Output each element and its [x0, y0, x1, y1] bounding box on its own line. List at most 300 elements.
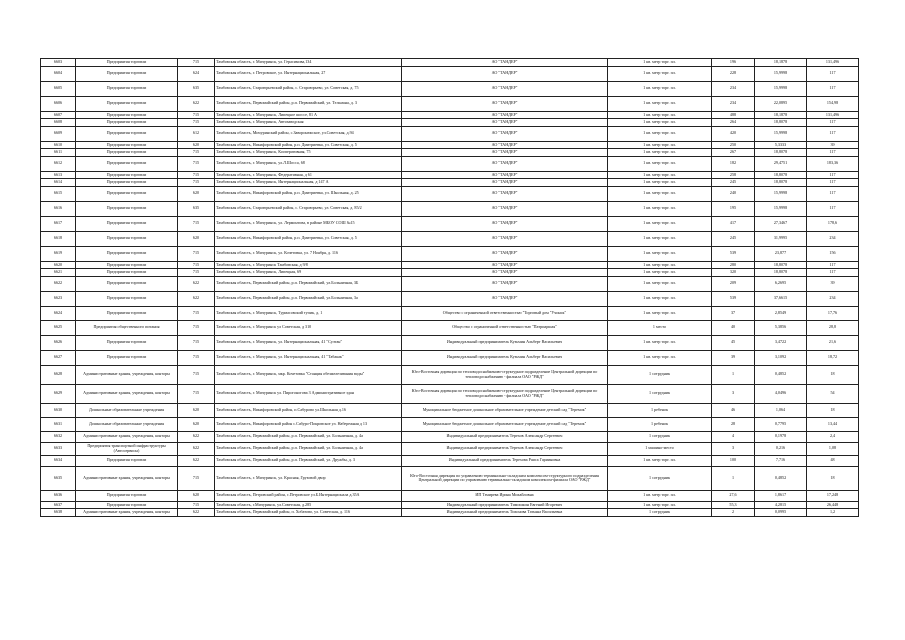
unit-quantity-cell: 100: [712, 455, 755, 466]
calculation-unit-cell: 1 сотрудник: [608, 466, 712, 490]
calculation-unit-cell: 1 место: [608, 320, 712, 335]
category-code-cell: 622: [178, 442, 215, 455]
table-row: [41, 291, 859, 306]
category-code-cell: 715: [178, 179, 215, 187]
norm-value-cell: 37,6615: [755, 291, 807, 306]
category-code-cell: 622: [178, 455, 215, 466]
object-category-cell: Административные здания, учреждения, конторы: [76, 509, 178, 517]
table-row: [41, 335, 859, 350]
category-code-cell: 715: [178, 269, 215, 277]
row-number-cell: 6631: [41, 417, 76, 431]
object-category-cell: Предприятия торговли: [76, 501, 178, 509]
owner-name-cell: Индивидуальный предприниматель Тимошкин Евгений Игоревич: [402, 501, 608, 509]
unit-quantity-cell: 234: [712, 81, 755, 96]
table-row: [41, 306, 859, 320]
row-number-cell: 6627: [41, 350, 76, 365]
row-number-cell: 6629: [41, 384, 76, 403]
owner-name-cell: АО "ТАНДЕР": [402, 231, 608, 246]
owner-name-cell: Общество с ограниченной ответственностью "Торговый дом "Учинск": [402, 306, 608, 320]
address-cell: Тамбовская область, Староюрьевский район, с. Староюрьево, ул. Советская, д. 75: [215, 81, 402, 96]
annual-total-cell: 117: [807, 261, 859, 269]
unit-quantity-cell: 45: [712, 335, 755, 350]
unit-quantity-cell: 245: [712, 231, 755, 246]
object-category-cell: Предприятия торговли: [76, 186, 178, 201]
unit-quantity-cell: 264: [712, 119, 755, 127]
table-row: [41, 269, 859, 277]
unit-quantity-cell: 280: [712, 261, 755, 269]
unit-quantity-cell: 234: [712, 96, 755, 111]
table-row: [41, 365, 859, 384]
calculation-unit-cell: 1 сотрудник: [608, 431, 712, 442]
row-number-cell: 6636: [41, 490, 76, 501]
object-category-cell: Административные здания, учреждения, конторы: [76, 365, 178, 384]
row-number-cell: 6620: [41, 261, 76, 269]
row-number-cell: 6615: [41, 186, 76, 201]
object-category-cell: Предприятия торговли: [76, 246, 178, 261]
unit-quantity-cell: 195: [712, 201, 755, 216]
category-code-cell: 715: [178, 119, 215, 127]
norm-value-cell: 15,9998: [755, 66, 807, 81]
category-code-cell: 715: [178, 171, 215, 179]
annual-total-cell: 131,496: [807, 59, 859, 67]
object-category-cell: Предприятия торговли: [76, 261, 178, 269]
owner-name-cell: Муниципальное бюджетное дошкольное образовательное учреждение детский сад "Теремок": [402, 403, 608, 417]
annual-total-cell: 39: [807, 276, 859, 291]
row-number-cell: 6637: [41, 501, 76, 509]
norm-value-cell: 18,1878: [755, 111, 807, 119]
norm-value-cell: 1,064: [755, 403, 807, 417]
address-cell: Тамбовская область, г. Мичуринск, Липецкая, 69: [215, 269, 402, 277]
address-cell: Тамбовская область, Никифоровский район, р.п. Дмитриевка, ул. Школьная, д. 25: [215, 186, 402, 201]
annual-total-cell: 18: [807, 403, 859, 417]
annual-total-cell: 21,6: [807, 335, 859, 350]
table-row: [41, 149, 859, 157]
category-code-cell: 715: [178, 466, 215, 490]
owner-name-cell: Индивидуальный предприниматель Кузьмин Альберт Васильевич: [402, 335, 608, 350]
annual-total-cell: 117: [807, 269, 859, 277]
object-category-cell: Предприятия торговли: [76, 81, 178, 96]
owner-name-cell: АО "ТАНДЕР": [402, 81, 608, 96]
row-number-cell: 6628: [41, 365, 76, 384]
category-code-cell: 715: [178, 149, 215, 157]
owner-name-cell: АО "ТАНДЕР": [402, 126, 608, 141]
calculation-unit-cell: 1 кв. метр торг. пл.: [608, 81, 712, 96]
annual-total-cell: 18: [807, 466, 859, 490]
row-number-cell: 6630: [41, 403, 76, 417]
calculation-unit-cell: 1 кв. метр торг. пл.: [608, 141, 712, 149]
annual-total-cell: 117: [807, 149, 859, 157]
annual-total-cell: 1,08: [807, 442, 859, 455]
norm-value-cell: 0,0995: [755, 509, 807, 517]
calculation-unit-cell: 1 кв. метр торг. пл.: [608, 179, 712, 187]
calculation-unit-cell: 1 кв. метр торг. пл.: [608, 501, 712, 509]
address-cell: Тамбовская область, г. Мичуринск ул Советская, д 310: [215, 320, 402, 335]
owner-name-cell: Юго-Восточная дирекция по тепловодоснабжению-структурное подразделение Центральной дирекции по тепловодоснабжению - филиала ОАО "РЖД": [402, 365, 608, 384]
category-code-cell: 715: [178, 306, 215, 320]
table-row: [41, 179, 859, 187]
row-number-cell: 6609: [41, 126, 76, 141]
table-row: [41, 276, 859, 291]
annual-total-cell: 39: [807, 141, 859, 149]
norm-value-cell: 18,8078: [755, 149, 807, 157]
row-number-cell: 6633: [41, 442, 76, 455]
row-number-cell: 6604: [41, 66, 76, 81]
calculation-unit-cell: 1 кв. метр торг. пл.: [608, 261, 712, 269]
calculation-unit-cell: 1 кв. метр торг. пл.: [608, 455, 712, 466]
calculation-unit-cell: 1 сотрудник: [608, 384, 712, 403]
calculation-unit-cell: 1 кв. метр торг. пл.: [608, 111, 712, 119]
row-number-cell: 6635: [41, 466, 76, 490]
row-number-cell: 6625: [41, 320, 76, 335]
category-code-cell: 612: [178, 126, 215, 141]
row-number-cell: 6624: [41, 306, 76, 320]
norm-value-cell: 0,216: [755, 442, 807, 455]
address-cell: Тамбовская область, Никифоровский район, р.п. Дмитриевка, ул. Советская, д. 5: [215, 141, 402, 149]
object-category-cell: Предприятия общественного питания: [76, 320, 178, 335]
calculation-unit-cell: 1 кв. метр торг. пл.: [608, 201, 712, 216]
category-code-cell: 620: [178, 231, 215, 246]
address-cell: Тамбовская область, Первомайский район, р.п. Первомайский, ул.Больничная, 3а: [215, 291, 402, 306]
address-cell: Тамбовская область, г. Мичуринск, ул. Лермонтова, в районе МБОУ СОШ №15: [215, 216, 402, 231]
annual-total-cell: 117: [807, 186, 859, 201]
owner-name-cell: Индивидуальный предприниматель Терехов Александр Сергеевич: [402, 442, 608, 455]
address-cell: Тамбовская область, г. Мичуринск, Турмасовский тупик, д. 1: [215, 306, 402, 320]
table-row: [41, 126, 859, 141]
category-code-cell: 622: [178, 96, 215, 111]
address-cell: Тамбовская область, Никифоровский район, р.п. Дмитриевка, ул. Советская, д. 5: [215, 231, 402, 246]
calculation-unit-cell: 1 сотрудник: [608, 509, 712, 517]
annual-total-cell: 17,76: [807, 306, 859, 320]
category-code-cell: 715: [178, 350, 215, 365]
address-cell: Тамбовская область, г. Мичуринск, ул. Кочетовка, ул. 7 Ноября, д. 116: [215, 246, 402, 261]
norm-value-cell: 1,8617: [755, 490, 807, 501]
owner-name-cell: Индивидуальный предприниматель Тихонова Татьяна Васильевна: [402, 509, 608, 517]
owner-name-cell: АО "ТАНДЕР": [402, 96, 608, 111]
owner-name-cell: АО "ТАНДЕР": [402, 261, 608, 269]
owner-name-cell: АО "ТАНДЕР": [402, 66, 608, 81]
object-category-cell: Административные здания, учреждения, конторы: [76, 384, 178, 403]
annual-total-cell: 54: [807, 384, 859, 403]
table-row: [41, 59, 859, 67]
row-number-cell: 6606: [41, 96, 76, 111]
calculation-unit-cell: 1 кв. метр торг. пл.: [608, 291, 712, 306]
unit-quantity-cell: 40: [712, 320, 755, 335]
calculation-unit-cell: 1 ребенок: [608, 417, 712, 431]
table-row: [41, 66, 859, 81]
owner-name-cell: Муниципальное бюджетное дошкольное образовательное учреждение детский сад "Теремок": [402, 417, 608, 431]
annual-total-cell: 1,2: [807, 509, 859, 517]
table-row: [41, 431, 859, 442]
calculation-unit-cell: 1 кв. метр торг. пл.: [608, 269, 712, 277]
owner-name-cell: АО "ТАНДЕР": [402, 149, 608, 157]
unit-quantity-cell: 39: [712, 350, 755, 365]
annual-total-cell: 18,72: [807, 350, 859, 365]
table-row: [41, 111, 859, 119]
table-row: [41, 509, 859, 517]
annual-total-cell: 117: [807, 81, 859, 96]
address-cell: Тамбовская область, г. Мичуринск, Интернациональная, д 147 А: [215, 179, 402, 187]
owner-name-cell: Индивидуальный предприниматель Терехов Александр Сергеевич: [402, 431, 608, 442]
norm-value-cell: 31,9995: [755, 231, 807, 246]
object-category-cell: Предприятия торговли: [76, 59, 178, 67]
unit-quantity-cell: 37: [712, 306, 755, 320]
unit-quantity-cell: 209: [712, 276, 755, 291]
row-number-cell: 6605: [41, 81, 76, 96]
category-code-cell: 715: [178, 365, 215, 384]
row-number-cell: 6638: [41, 509, 76, 517]
norm-value-cell: 23,877: [755, 246, 807, 261]
table-row: [41, 246, 859, 261]
address-cell: Тамбовская область, Первомайский район, р.п. Первомайский, ул.Больничная, 3Б: [215, 276, 402, 291]
table-row: [41, 96, 859, 111]
category-code-cell: 635: [178, 201, 215, 216]
row-number-cell: 6614: [41, 179, 76, 187]
row-number-cell: 6613: [41, 171, 76, 179]
norm-value-cell: 18,8078: [755, 269, 807, 277]
table-row: [41, 81, 859, 96]
norm-value-cell: 15,9998: [755, 186, 807, 201]
unit-quantity-cell: 3: [712, 442, 755, 455]
object-category-cell: Предприятия торговли: [76, 66, 178, 81]
norm-value-cell: 18,1878: [755, 59, 807, 67]
owner-name-cell: Индивидуальный предприниматель Терехова Раиса Гарииновна: [402, 455, 608, 466]
row-number-cell: 6626: [41, 335, 76, 350]
object-category-cell: Предприятия торговли: [76, 96, 178, 111]
unit-quantity-cell: 539: [712, 246, 755, 261]
owner-name-cell: АО "ТАНДЕР": [402, 276, 608, 291]
category-code-cell: 622: [178, 431, 215, 442]
unit-quantity-cell: 417: [712, 216, 755, 231]
calculation-unit-cell: 1 кв. метр торг. пл.: [608, 66, 712, 81]
owner-name-cell: АО "ТАНДЕР": [402, 141, 608, 149]
owner-name-cell: ИП Тенирева Ирина Михайловна: [402, 490, 608, 501]
table-row: [41, 119, 859, 127]
address-cell: Тамбовская область, г. Мичуринск, ул.Л.Шосса, 68: [215, 156, 402, 171]
owner-name-cell: Юго-Восточная дирекция по управлению терминально-складским комплексом-структурного подразделения Центральной дирекции по управлению терминально-складским комплексом-филиала ОАО "РЖД": [402, 466, 608, 490]
annual-total-cell: 234: [807, 231, 859, 246]
category-code-cell: 620: [178, 141, 215, 149]
calculation-unit-cell: 1 кв. метр торг. пл.: [608, 119, 712, 127]
object-category-cell: Предприятия торговли: [76, 141, 178, 149]
category-code-cell: 620: [178, 417, 215, 431]
calculation-unit-cell: 1 кв. метр торг. пл.: [608, 335, 712, 350]
owner-name-cell: АО "ТАНДЕР": [402, 179, 608, 187]
calculation-unit-cell: 1 сотрудник: [608, 365, 712, 384]
norm-value-cell: 27,3467: [755, 216, 807, 231]
annual-total-cell: 26,448: [807, 501, 859, 509]
table-row: [41, 141, 859, 149]
table-row: [41, 403, 859, 417]
table-row: [41, 186, 859, 201]
category-code-cell: 715: [178, 261, 215, 269]
annual-total-cell: 2,4: [807, 431, 859, 442]
calculation-unit-cell: 1 кв. метр торг. пл.: [608, 186, 712, 201]
address-cell: Тамбовская область, Никифоровский район с.Сабуро-Покровское ул. Набережная д 13: [215, 417, 402, 431]
annual-total-cell: 13,44: [807, 417, 859, 431]
object-category-cell: Предприятия торговли: [76, 490, 178, 501]
row-number-cell: 6608: [41, 119, 76, 127]
norm-value-cell: 29,4751: [755, 156, 807, 171]
object-category-cell: Предприятия торговли: [76, 126, 178, 141]
table-row: [41, 442, 859, 455]
category-code-cell: 635: [178, 81, 215, 96]
annual-total-cell: 117: [807, 171, 859, 179]
row-number-cell: 6612: [41, 156, 76, 171]
norm-value-cell: 6,2695: [755, 276, 807, 291]
address-cell: Тамбовская область, г. Мичуринск, Кооперативная, 75: [215, 149, 402, 157]
object-category-cell: Предприятия торговли: [76, 455, 178, 466]
category-code-cell: 715: [178, 59, 215, 67]
object-category-cell: Предприятия торговли: [76, 201, 178, 216]
annual-total-cell: 48: [807, 455, 859, 466]
category-code-cell: 622: [178, 291, 215, 306]
annual-total-cell: 154,98: [807, 96, 859, 111]
row-number-cell: 6611: [41, 149, 76, 157]
row-number-cell: 6607: [41, 111, 76, 119]
norm-value-cell: 4,0496: [755, 384, 807, 403]
table-row: [41, 231, 859, 246]
unit-quantity-cell: 28: [712, 417, 755, 431]
category-code-cell: 620: [178, 490, 215, 501]
annual-total-cell: 156: [807, 246, 859, 261]
owner-name-cell: Индивидуальный предприниматель Кузьмин Альберт Васильевич: [402, 350, 608, 365]
row-number-cell: 6619: [41, 246, 76, 261]
category-code-cell: 622: [178, 509, 215, 517]
annual-total-cell: 117: [807, 126, 859, 141]
unit-quantity-cell: 4: [712, 431, 755, 442]
object-category-cell: Предприятия торговли: [76, 119, 178, 127]
category-code-cell: 715: [178, 111, 215, 119]
annual-total-cell: 17,248: [807, 490, 859, 501]
calculation-unit-cell: 1 кв. метр торг. пл.: [608, 276, 712, 291]
address-cell: Тамбовская область, г. Мичуринск, мкр. Кочетовка "Станция обезжелезивания воды": [215, 365, 402, 384]
object-category-cell: Предприятия торговли: [76, 350, 178, 365]
object-category-cell: Предприятия торговли: [76, 156, 178, 171]
address-cell: Тамбовская область, г.Мичуринск, ул.Советская, д.285: [215, 501, 402, 509]
calculation-unit-cell: 1 кв. метр торг. пл.: [608, 490, 712, 501]
row-number-cell: 6618: [41, 231, 76, 246]
annual-total-cell: 183,36: [807, 156, 859, 171]
norm-value-cell: 7,716: [755, 455, 807, 466]
address-cell: Тамбовская область, г. Мичуринск Тамбовская, д 9/8: [215, 261, 402, 269]
annual-total-cell: 131,496: [807, 111, 859, 119]
row-number-cell: 6610: [41, 141, 76, 149]
calculation-unit-cell: 1 кв. метр торг. пл.: [608, 231, 712, 246]
owner-name-cell: АО "ТАНДЕР": [402, 291, 608, 306]
unit-quantity-cell: 267: [712, 149, 755, 157]
annual-total-cell: 28,8: [807, 320, 859, 335]
norm-value-cell: 15,9998: [755, 201, 807, 216]
object-category-cell: Предприятия торговли: [76, 179, 178, 187]
unit-quantity-cell: 196: [712, 59, 755, 67]
category-code-cell: 715: [178, 156, 215, 171]
owner-name-cell: АО "ТАНДЕР": [402, 59, 608, 67]
table-row: [41, 350, 859, 365]
object-category-cell: Предприятия торговли: [76, 269, 178, 277]
object-category-cell: Предприятия торговли: [76, 276, 178, 291]
owner-name-cell: Юго-Восточная дирекция по тепловодоснабжению-структурное подразделение Центральной дирекции по тепловодоснабжению - филиала ОАО "РЖД": [402, 384, 608, 403]
row-number-cell: 6634: [41, 455, 76, 466]
row-number-cell: 6603: [41, 59, 76, 67]
unit-quantity-cell: 55,3: [712, 501, 755, 509]
annual-total-cell: 117: [807, 119, 859, 127]
address-cell: Тамбовская область, Никифоровский район, п.Сабурово ул.Школьная д.16: [215, 403, 402, 417]
address-cell: Тамбовская область, г. Мичуринск, Липецкое шоссе, 81 А: [215, 111, 402, 119]
address-cell: Тамбовская область, Петровский район, с.Петровское ул.Б.Интернационала д.35А: [215, 490, 402, 501]
address-cell: Тамбовская область, Староюрьевский район, с. Староюрьево, ул. Советская, д. 85/2: [215, 201, 402, 216]
table-row: [41, 261, 859, 269]
norm-value-cell: 18,8078: [755, 171, 807, 179]
object-category-cell: Дошкольные образовательные учреждения: [76, 417, 178, 431]
unit-quantity-cell: 240: [712, 186, 755, 201]
calculation-unit-cell: 1 ребенок: [608, 403, 712, 417]
waste-accumulation-table: [40, 58, 859, 517]
unit-quantity-cell: 250: [712, 141, 755, 149]
owner-name-cell: АО "ТАНДЕР": [402, 186, 608, 201]
calculation-unit-cell: 1 кв. метр торг. пл.: [608, 59, 712, 67]
owner-name-cell: АО "ТАНДЕР": [402, 216, 608, 231]
category-code-cell: 715: [178, 246, 215, 261]
norm-value-cell: 22,0895: [755, 96, 807, 111]
owner-name-cell: АО "ТАНДЕР": [402, 156, 608, 171]
table-row: [41, 156, 859, 171]
norm-value-cell: 0,4852: [755, 466, 807, 490]
address-cell: Тамбовская область, г. Мичуринск, ул. Интернациональная, 41 "Султан": [215, 335, 402, 350]
calculation-unit-cell: 1 кв. метр торг. пл.: [608, 350, 712, 365]
object-category-cell: Административные здания, учреждения, конторы: [76, 466, 178, 490]
norm-value-cell: 18,8078: [755, 179, 807, 187]
unit-quantity-cell: 539: [712, 291, 755, 306]
unit-quantity-cell: 488: [712, 111, 755, 119]
category-code-cell: 715: [178, 216, 215, 231]
table-row: [41, 171, 859, 179]
annual-total-cell: 18: [807, 365, 859, 384]
unit-quantity-cell: 228: [712, 66, 755, 81]
norm-value-cell: 5,3333: [755, 141, 807, 149]
norm-value-cell: 15,9998: [755, 81, 807, 96]
address-cell: Тамбовская область, г. Мичуринск, Федеративная, д 61: [215, 171, 402, 179]
unit-quantity-cell: 46: [712, 403, 755, 417]
address-cell: Тамбовская область, Первомайский район, р.п. Первомайский, ул. Больничная, д. 4а: [215, 442, 402, 455]
calculation-unit-cell: 1 кв. метр торг. пл.: [608, 156, 712, 171]
table-row: [41, 320, 859, 335]
row-number-cell: 6632: [41, 431, 76, 442]
annual-total-cell: 234: [807, 291, 859, 306]
table-row: [41, 490, 859, 501]
calculation-unit-cell: 1 кв. метр торг. пл.: [608, 149, 712, 157]
category-code-cell: 620: [178, 403, 215, 417]
owner-name-cell: АО "ТАНДЕР": [402, 171, 608, 179]
table-row: [41, 384, 859, 403]
calculation-unit-cell: 1 кв. метр торг. пл.: [608, 306, 712, 320]
norm-value-cell: 0,7795: [755, 417, 807, 431]
owner-name-cell: АО "ТАНДЕР": [402, 111, 608, 119]
table-row: [41, 455, 859, 466]
address-cell: Тамбовская область, г. Мичуринск, ул. Интернациональная, 41 "Табакак": [215, 350, 402, 365]
unit-quantity-cell: 2: [712, 509, 755, 517]
owner-name-cell: Общество с ограниченной ответственностью "Патриаршая": [402, 320, 608, 335]
row-number-cell: 6621: [41, 269, 76, 277]
object-category-cell: Предприятия торговли: [76, 231, 178, 246]
owner-name-cell: АО "ТАНДЕР": [402, 246, 608, 261]
unit-quantity-cell: 182: [712, 156, 755, 171]
address-cell: Тамбовская область, Первомайский район, р.п. Первомайский, ул. Больничная, д. 4а: [215, 431, 402, 442]
object-category-cell: Предприятия торговли: [76, 111, 178, 119]
object-category-cell: Предприятия торговли: [76, 149, 178, 157]
address-cell: Тамбовская область, г. Мичуринск, Автозаводская: [215, 119, 402, 127]
norm-value-cell: 18,8078: [755, 119, 807, 127]
address-cell: Тамбовская область, г. Петровское, ул. Интернациональная, 27: [215, 66, 402, 81]
